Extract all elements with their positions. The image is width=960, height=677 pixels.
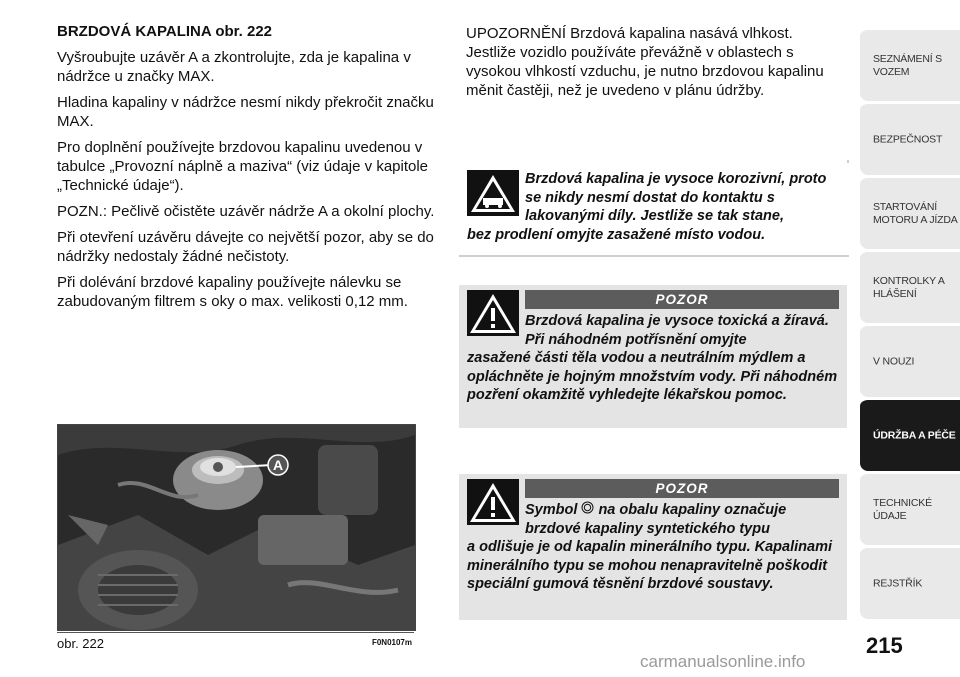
brake-fluid-symbol-icon <box>581 501 594 514</box>
paragraph: Hladina kapaliny v nádržce nesmí nikdy překročit značku MAX. <box>57 94 434 130</box>
warning-text-a: Brzdová kapalina je vysoce korozivní, proto se nikdy nesmí dostat do kontaktu s lakovanými díly. Jestliže se tak stane, <box>525 171 827 224</box>
warning-text-b: bez prodlení omyjte zasažené místo vodou. <box>467 226 766 243</box>
tab-label: REJSTŘÍK <box>873 577 923 589</box>
toxic-warning <box>459 285 847 428</box>
tab-label: STARTOVÁNÍ MOTORU A JÍZDA <box>873 200 958 226</box>
page-number: 215 <box>866 633 903 658</box>
watermark: carmanualsonline.info <box>640 652 806 671</box>
paragraph: Při otevření uzávěru dávejte co největší pozor, aby se do nádržky nedostaly žádné nečistoty. <box>57 229 434 265</box>
warning-text-b: a odlišuje je od kapalin minerálního typu. Kapalinami minerálního typu se mohou nenapravitelně poškodit speciální gumová těsnění brzdové soustavy. <box>467 539 832 592</box>
tab-label: SEZNÁMENÍ S VOZEM <box>873 52 942 78</box>
figure-caption <box>57 632 414 651</box>
caption-text: obr. 222 <box>57 636 104 651</box>
paragraph: Pro doplnění používejte brzdovou kapalinu uvedenou v tabulce „Provozní náplně a maziva“ (viz údaje v kapitole „Technické údaje“). <box>57 139 429 194</box>
figure-code: F0N0107m <box>371 638 412 647</box>
warning-text-b: zasažené části těla vodou a neutrálním mýdlem a opláchněte je hojným množstvím vody. Při náhodném pozření okamžitě vyhledejte lékařskou pomoc. <box>467 350 838 403</box>
paragraph: Při dolévání brzdové kapaliny používejte nálevku se zabudovaným filtrem s oky o max. velikosti 0,12 mm. <box>57 274 408 310</box>
tab-technicke[interactable] <box>860 472 960 545</box>
tab-label: BEZPEČNOST <box>873 133 943 145</box>
tab-startovani[interactable] <box>860 176 960 249</box>
notice-paragraph: UPOZORNĚNÍ Brzdová kapalina nasává vlhkost. Jestliže vozidlo používáte převážně v oblastech s vysokou vlhkostí vzduchu, je nutno brzdovou kapalinu měnit častěji, než je uvedeno v plánu údržby. <box>466 25 824 99</box>
tab-v-nouzi[interactable] <box>860 324 960 397</box>
warning-text-post: na obalu kapaliny označuje brzdové kapaliny syntetického typu <box>525 502 787 537</box>
corrosion-warning <box>459 160 847 248</box>
tab-label: KONTROLKY A HLÁŠENÍ <box>873 274 945 300</box>
warning-text-pre: Symbol <box>525 502 578 518</box>
pozor-header: POZOR <box>525 290 839 309</box>
paragraph: POZN.: Pečlivě očistěte uzávěr nádrže A a okolní plochy. <box>57 203 435 220</box>
engine-bay-illustration <box>58 425 415 630</box>
symbol-warning <box>459 474 847 620</box>
paragraph: Vyšroubujte uzávěr A a zkontrolujte, zda je kapalina v nádržce u značky MAX. <box>57 49 411 85</box>
tab-label: TECHNICKÉ ÚDAJE <box>873 496 932 522</box>
tab-bezpecnost[interactable] <box>860 102 960 175</box>
tab-udrzba[interactable] <box>860 398 960 471</box>
tab-seznameni[interactable] <box>860 28 960 101</box>
tab-rejstrik[interactable] <box>860 546 960 619</box>
warning-text-a: Brzdová kapalina je vysoce toxická a žíravá. Při náhodném potřísnění omyjte <box>525 313 829 348</box>
tab-label: ÚDRŽBA A PÉČE <box>873 429 956 441</box>
pozor-header: POZOR <box>525 479 839 498</box>
tab-label: V NOUZI <box>873 355 915 367</box>
divider <box>459 255 849 257</box>
callout-label-a: A <box>272 457 284 473</box>
engine-bay-figure <box>57 424 416 631</box>
section-heading: BRZDOVÁ KAPALINA obr. 222 <box>57 23 273 40</box>
left-column <box>57 22 442 318</box>
chapter-sidebar <box>860 0 960 677</box>
tab-kontrolky[interactable] <box>860 250 960 323</box>
